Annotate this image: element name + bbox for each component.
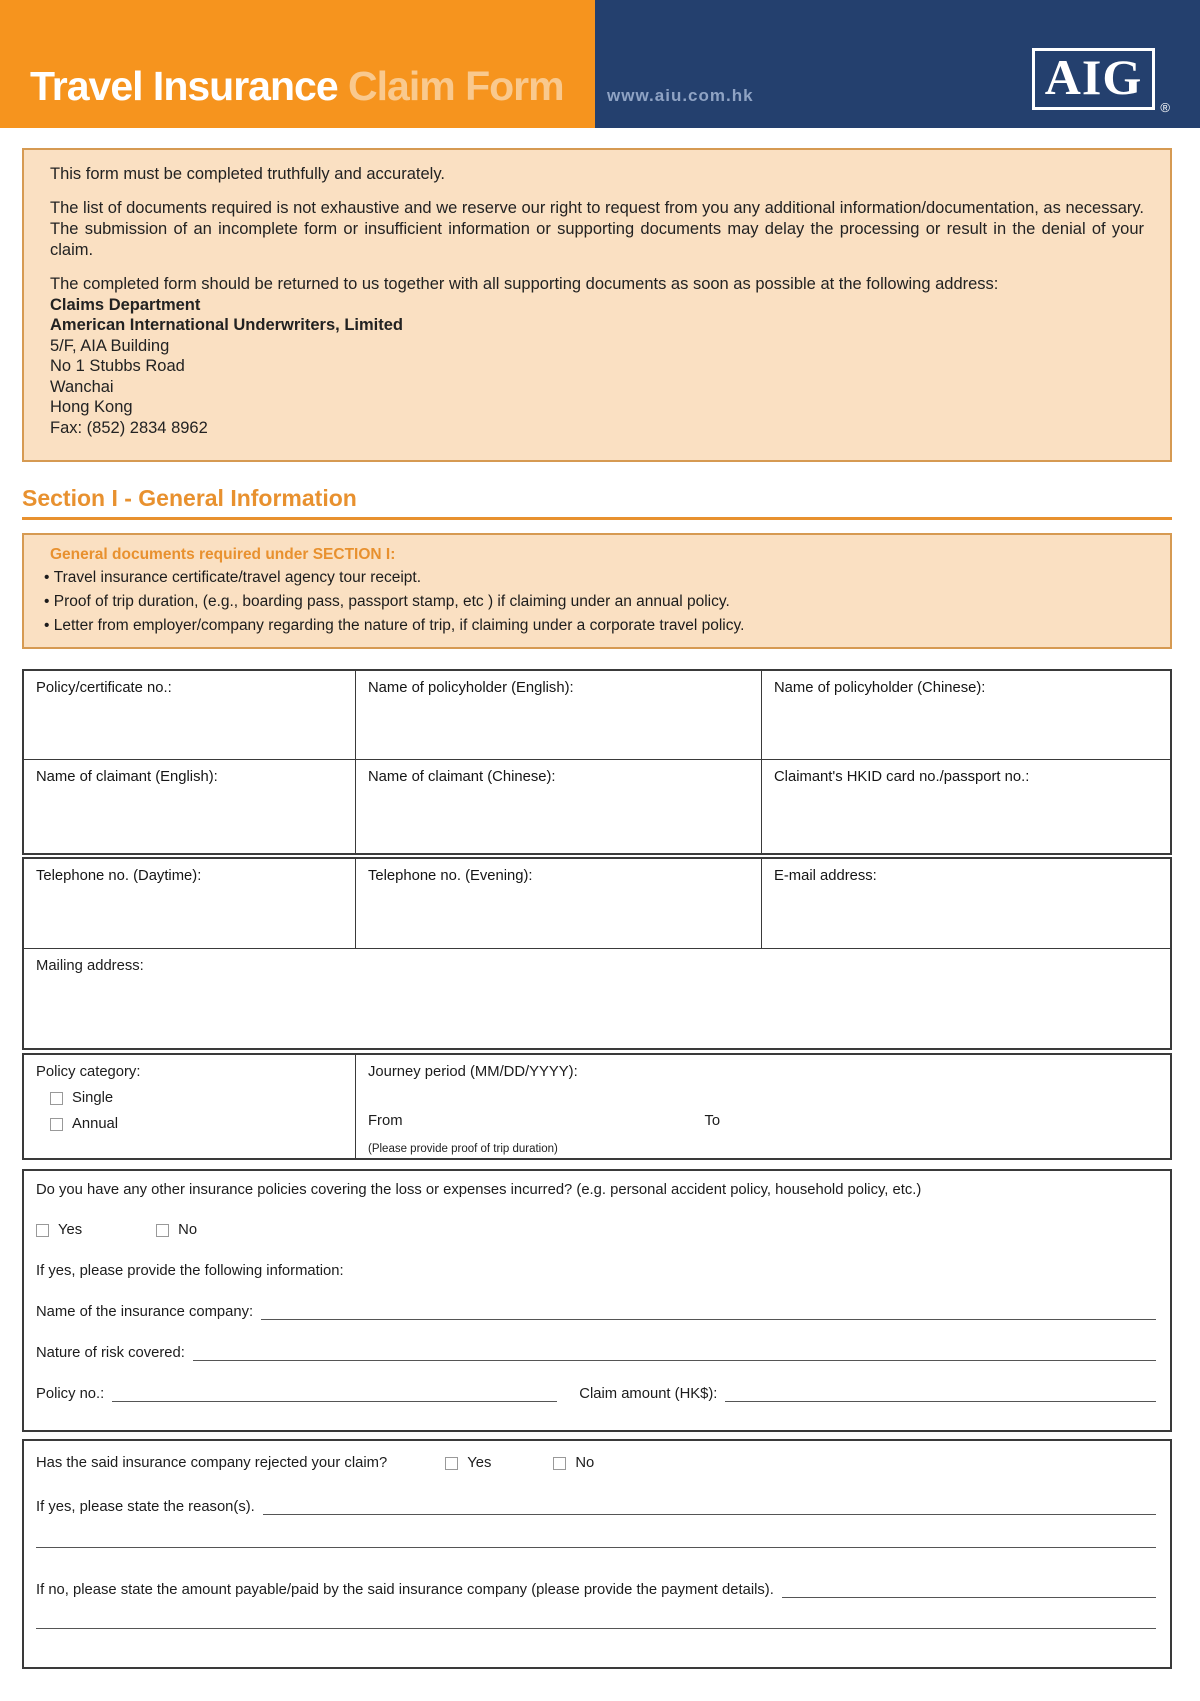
header-blue-band [595, 0, 1200, 128]
other-insurance-box [22, 1169, 1172, 1432]
annual-label: Annual [72, 1116, 119, 1132]
rejection-reason-write-line [263, 1500, 1156, 1515]
policy-option-annual [50, 1116, 343, 1132]
field-email-address: E-mail address: [774, 868, 877, 884]
address-city: Hong Kong [50, 398, 133, 416]
nature-of-risk-write-line [193, 1346, 1156, 1361]
page-title [30, 63, 564, 110]
intro-instructions-box [22, 148, 1172, 462]
field-policyholder-english: Name of policyholder (English): [355, 671, 762, 759]
from-label: From [368, 1113, 403, 1129]
intro-para-3: The completed form should be returned to us together with all supporting documents as soon as possible at the following address: [50, 275, 999, 293]
other-insurance-yes-checkbox[interactable] [36, 1224, 49, 1237]
rejection-reason-field [36, 1499, 1156, 1515]
address-district: Wanchai [50, 377, 114, 396]
journey-from-to [368, 1113, 1048, 1129]
website-url: www.aiu.com.hk [607, 86, 754, 105]
rejection-reason-label: If yes, please state the reason(s). [36, 1499, 255, 1515]
yes-option [445, 1455, 491, 1471]
title-accent: Claim Form [348, 63, 564, 109]
claim-amount-write-line [725, 1387, 1156, 1402]
document-item: • Travel insurance certificate/travel agency tour receipt. [44, 566, 1152, 590]
intro-para-1: This form must be completed truthfully and accurately. [50, 165, 445, 183]
intro-para-2: The list of documents required is not exhaustive and we reserve our right to request from you any additional information/documentation, as necessary. The submission of an incomplete form or insufficient information or supporting documents may delay the processing or result in the denial of your claim. [50, 199, 1144, 259]
section-1-heading: Section I - General Information [22, 485, 1172, 520]
address-fax: Fax: (852) 2834 8962 [50, 418, 208, 437]
table-row [24, 760, 1170, 853]
document-item: • Letter from employer/company regarding the nature of trip, if claiming under a corporate travel policy. [44, 614, 1152, 638]
write-line-continuation [36, 1547, 1156, 1548]
policy-category-cell [24, 1055, 355, 1158]
trip-duration-note: (Please provide proof of trip duration) [368, 1143, 558, 1155]
yes-label: Yes [58, 1222, 83, 1238]
documents-required-box [22, 533, 1172, 649]
policy-no-claim-amount-row [36, 1386, 1156, 1402]
single-checkbox[interactable] [50, 1092, 63, 1105]
form-body [0, 148, 1200, 1669]
nature-of-risk-label: Nature of risk covered: [36, 1345, 185, 1361]
field-claimant-english: Name of claimant (English): [36, 769, 218, 785]
yes-option [36, 1222, 82, 1238]
yes-label: Yes [467, 1455, 492, 1471]
contact-table [22, 857, 1172, 1050]
policy-category-box [22, 1053, 1172, 1160]
journey-period-cell [355, 1055, 1170, 1158]
claim-amount-label: Claim amount (HK$): [579, 1386, 718, 1402]
address-street: No 1 Stubbs Road [50, 357, 185, 375]
field-hkid-passport-no: Claimant's HKID card no./passport no.: [774, 769, 1030, 785]
other-insurance-yes-no [36, 1222, 1156, 1238]
nature-of-risk-field [36, 1345, 1156, 1361]
to-label: To [704, 1113, 721, 1129]
rejected-claim-box [22, 1439, 1172, 1669]
field-mailing-address: Mailing address: [36, 958, 144, 974]
rejected-no-checkbox[interactable] [553, 1457, 566, 1470]
no-option [553, 1455, 594, 1471]
documents-required-title: General documents required under SECTION I: [50, 546, 396, 563]
rejected-yes-checkbox[interactable] [445, 1457, 458, 1470]
if-yes-instruction: If yes, please provide the following information: [36, 1263, 344, 1279]
insurance-company-label: Name of the insurance company: [36, 1304, 254, 1320]
field-claimant-chinese: Name of claimant (Chinese): [355, 760, 762, 853]
address-claims-department: Claims Department [50, 295, 201, 314]
field-policy-certificate-no: Policy/certificate no.: [36, 680, 172, 696]
address-company-name: American International Underwriters, Limited [50, 316, 403, 334]
field-policyholder-chinese: Name of policyholder (Chinese): [774, 680, 986, 696]
no-label: No [178, 1222, 198, 1238]
amount-payable-label: If no, please state the amount payable/paid by the said insurance company (please provide the payment details). [36, 1582, 774, 1598]
documents-required-list [44, 566, 1152, 638]
title-main: Travel Insurance [30, 63, 338, 109]
rejected-claim-question-row [36, 1455, 1156, 1471]
insurance-company-write-line [261, 1305, 1156, 1320]
policy-option-single [50, 1090, 343, 1106]
amount-payable-field [36, 1582, 1156, 1598]
amount-payable-write-line [782, 1583, 1156, 1598]
policy-category-label: Policy category: [36, 1064, 141, 1080]
table-row [24, 671, 1170, 760]
no-option [156, 1222, 197, 1238]
table-row [24, 859, 1170, 949]
annual-checkbox[interactable] [50, 1118, 63, 1131]
no-label: No [575, 1455, 595, 1471]
policy-claimant-table [22, 669, 1172, 855]
page-header [0, 0, 1200, 128]
header-orange-band [0, 0, 595, 128]
single-label: Single [72, 1090, 114, 1106]
policy-no-write-line [112, 1387, 557, 1402]
aig-logo [1032, 48, 1155, 110]
aig-logo-text: AIG [1044, 49, 1143, 105]
field-telephone-evening: Telephone no. (Evening): [355, 859, 762, 948]
journey-period-label: Journey period (MM/DD/YYYY): [368, 1064, 578, 1080]
rejected-claim-question: Has the said insurance company rejected your claim? [36, 1455, 388, 1471]
document-item: • Proof of trip duration, (e.g., boarding pass, passport stamp, etc ) if claiming under an annual policy. [44, 590, 1152, 614]
other-insurance-question: Do you have any other insurance policies covering the loss or expenses incurred? (e.g. personal accident policy, household policy, etc.) [36, 1182, 922, 1198]
write-line-continuation [36, 1628, 1156, 1629]
other-insurance-no-checkbox[interactable] [156, 1224, 169, 1237]
field-telephone-daytime: Telephone no. (Daytime): [36, 868, 202, 884]
registered-trademark-symbol: ® [1160, 100, 1170, 115]
insurance-company-field [36, 1304, 1156, 1320]
policy-no-label: Policy no.: [36, 1386, 105, 1402]
address-building: 5/F, AIA Building [50, 336, 170, 355]
